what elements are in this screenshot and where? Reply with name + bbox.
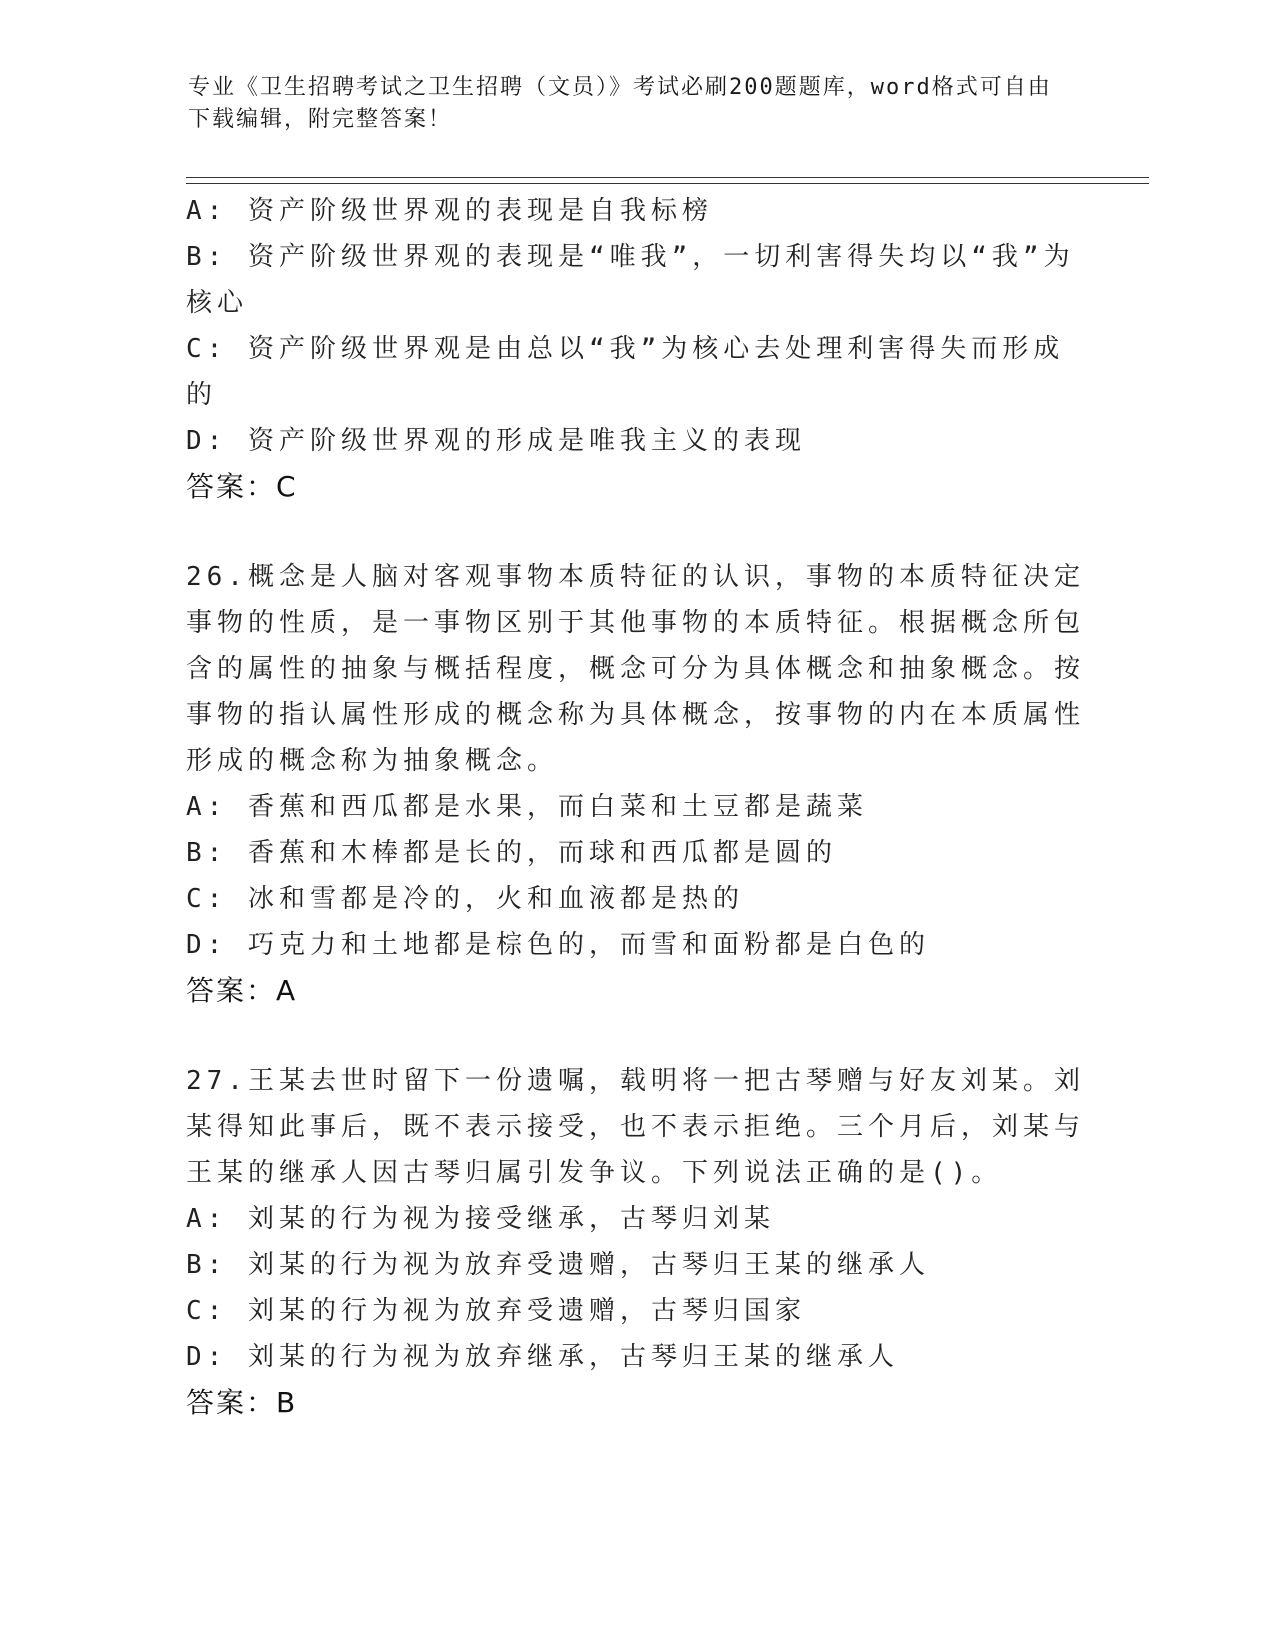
question-stem: 27.王某去世时留下一份遗嘱，载明将一把古琴赠与好友刘某。刘某得知此事后，既不表示接受，也不表示拒绝。三个月后，刘某与王某的继承人因古琴归属引发争议。下列说法正确的是()。: [186, 1066, 1086, 1188]
document-header: 专业《卫生招聘考试之卫生招聘（文员）》考试必刷200题题库，word格式可自由下载编辑，附完整答案！: [188, 75, 1052, 132]
question-25-tail: [186, 188, 1086, 510]
answer-line: 答案：A: [186, 974, 298, 1007]
option-d: D: 资产阶级世界观的形成是唯我主义的表现: [186, 426, 806, 456]
spacer: [186, 510, 1086, 554]
question-26: [186, 554, 1086, 1014]
option-a: A: 刘某的行为视为接受继承，古琴归刘某: [186, 1204, 775, 1234]
option-d: D: 刘某的行为视为放弃继承，古琴归王某的继承人: [186, 1342, 899, 1372]
question-27: [186, 1058, 1086, 1426]
option-c: C: 刘某的行为视为放弃受遗赠，古琴归国家: [186, 1296, 806, 1326]
question-stem: 26.概念是人脑对客观事物本质特征的认识，事物的本质特征决定事物的性质，是一事物区别于其他事物的本质特征。根据概念所包含的属性的抽象与概括程度，概念可分为具体概念和抽象概念。按事物的指认属性形成的概念称为具体概念，按事物的内在本质属性形成的概念称为抽象概念。: [186, 562, 1086, 776]
header-divider-bottom: [186, 183, 1149, 184]
option-b: B: 香蕉和木棒都是长的，而球和西瓜都是圆的: [186, 838, 837, 868]
spacer: [186, 1014, 1086, 1058]
option-b: B: 刘某的行为视为放弃受遗赠，古琴归王某的继承人: [186, 1250, 930, 1280]
option-a: A: 资产阶级世界观的表现是自我标榜: [186, 196, 713, 226]
document-body: [186, 188, 1086, 1426]
answer-line: 答案：C: [186, 470, 298, 503]
option-b: B: 资产阶级世界观的表现是“唯我”，一切利害得失均以“我”为核心: [186, 242, 1075, 318]
option-c: C: 冰和雪都是冷的，火和血液都是热的: [186, 884, 744, 914]
option-a: A: 香蕉和西瓜都是水果，而白菜和土豆都是蔬菜: [186, 792, 868, 822]
option-c: C: 资产阶级世界观是由总以“我”为核心去处理利害得失而形成的: [186, 334, 1065, 410]
header-divider-top: [186, 177, 1149, 178]
answer-line: 答案：B: [186, 1386, 298, 1419]
option-d: D: 巧克力和土地都是棕色的，而雪和面粉都是白色的: [186, 930, 930, 960]
